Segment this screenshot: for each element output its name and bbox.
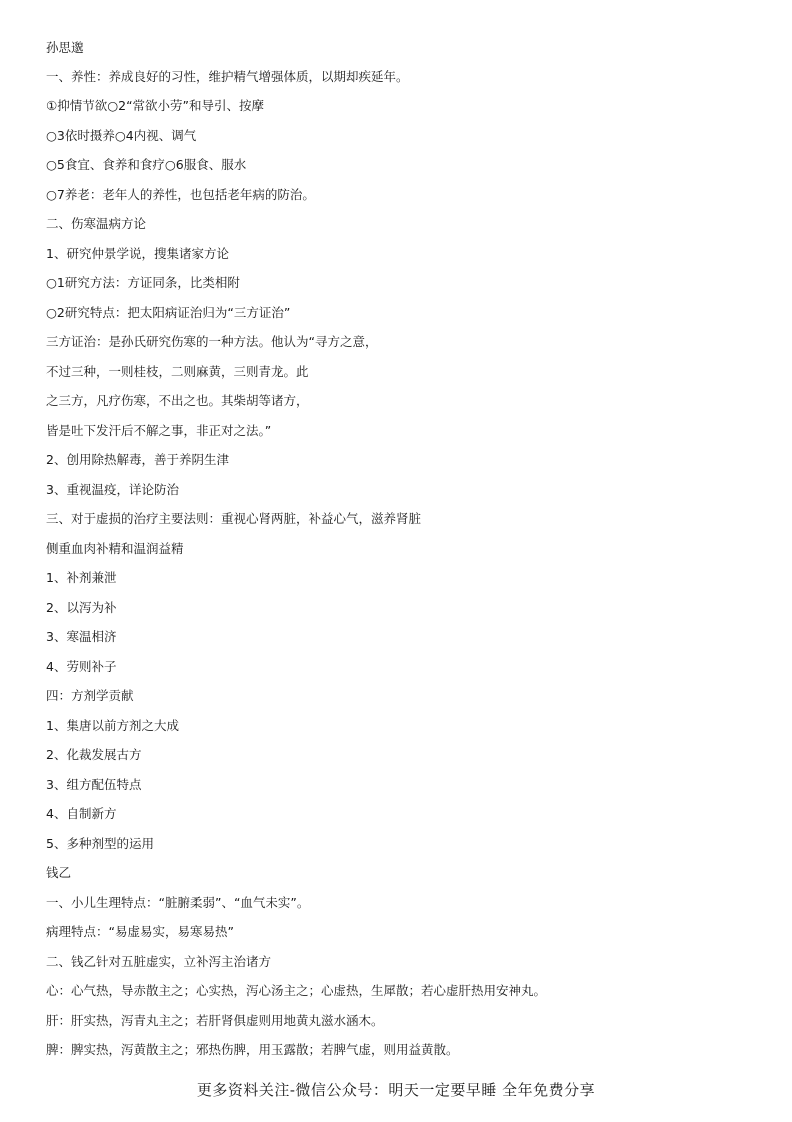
text-line: 一、养性：养成良好的习性，维护精气增强体质，以期却疾延年。: [46, 69, 409, 84]
text-line: 二、伤寒温病方论: [46, 216, 147, 231]
text-line: 1、集唐以前方剂之大成: [46, 718, 179, 733]
text-line: 侧重血肉补精和温润益精: [46, 541, 184, 556]
text-line: ○2研究特点：把太阳病证治归为“三方证治”: [46, 305, 291, 320]
text-line: ①抑情节欲○2“常欲小劳”和导引、按摩: [46, 98, 265, 113]
text-line: ○5食宜、食养和食疗○6服食、服水: [46, 157, 247, 172]
text-line: 脾：脾实热，泻黄散主之；邪热伤脾，用玉露散；若脾气虚，则用益黄散。: [46, 1042, 459, 1057]
text-line: 心：心气热，导赤散主之；心实热，泻心汤主之；心虚热，生犀散；若心虚肝热用安神丸。: [46, 983, 547, 998]
text-line: 肝：肝实热，泻青丸主之；若肝肾俱虚则用地黄丸滋水涵木。: [46, 1013, 384, 1028]
text-line: 1、研究仲景学说，搜集诸家方论: [46, 246, 229, 261]
text-line: 2、化裁发展古方: [46, 747, 142, 762]
text-line: 4、劳则补子: [46, 659, 117, 674]
text-line: ○1研究方法：方证同条，比类相附: [46, 275, 240, 290]
text-line: 3、重视温疫，详论防治: [46, 482, 179, 497]
text-line: 5、多种剂型的运用: [46, 836, 154, 851]
text-line: 之三方，凡疗伤寒，不出之也。其柴胡等诸方，: [46, 393, 309, 408]
text-line: 一、小儿生理特点：“脏腑柔弱”、“血气未实”。: [46, 895, 310, 910]
text-line: ○7养老：老年人的养性，也包括老年病的防治。: [46, 187, 315, 202]
text-line: 皆是吐下发汗后不解之事，非正对之法。”: [46, 423, 272, 438]
text-line: 三方证治：是孙氏研究伤寒的一种方法。他认为“寻方之意，: [46, 334, 378, 349]
text-line: 1、补剂兼泄: [46, 570, 117, 585]
text-line: 二、钱乙针对五脏虚实，立补泻主治诸方: [46, 954, 272, 969]
text-line: 2、创用除热解毒，善于养阴生津: [46, 452, 229, 467]
footer-notice: 更多资料关注-微信公众号：明天一定要早睡 全年免费分享: [196, 1081, 596, 1099]
text-line: 2、以泻为补: [46, 600, 117, 615]
text-line: 病理特点：“易虚易实，易寒易热”: [46, 924, 234, 939]
text-line: 4、自制新方: [46, 806, 117, 821]
text-line: 三、对于虚损的治疗主要法则：重视心肾两脏，补益心气，滋养肾脏: [46, 511, 422, 526]
heading-qian-yi: 钱乙: [46, 865, 72, 880]
text-line: 3、寒温相济: [46, 629, 117, 644]
text-line: 3、组方配伍特点: [46, 777, 142, 792]
text-line: 四：方剂学贡献: [46, 688, 134, 703]
heading-sun-simiao: 孙思邈: [46, 40, 84, 55]
text-line: 不过三种，一则桂枝，二则麻黄，三则青龙。此: [46, 364, 309, 379]
text-line: ○3依时摄养○4内视、调气: [46, 128, 197, 143]
